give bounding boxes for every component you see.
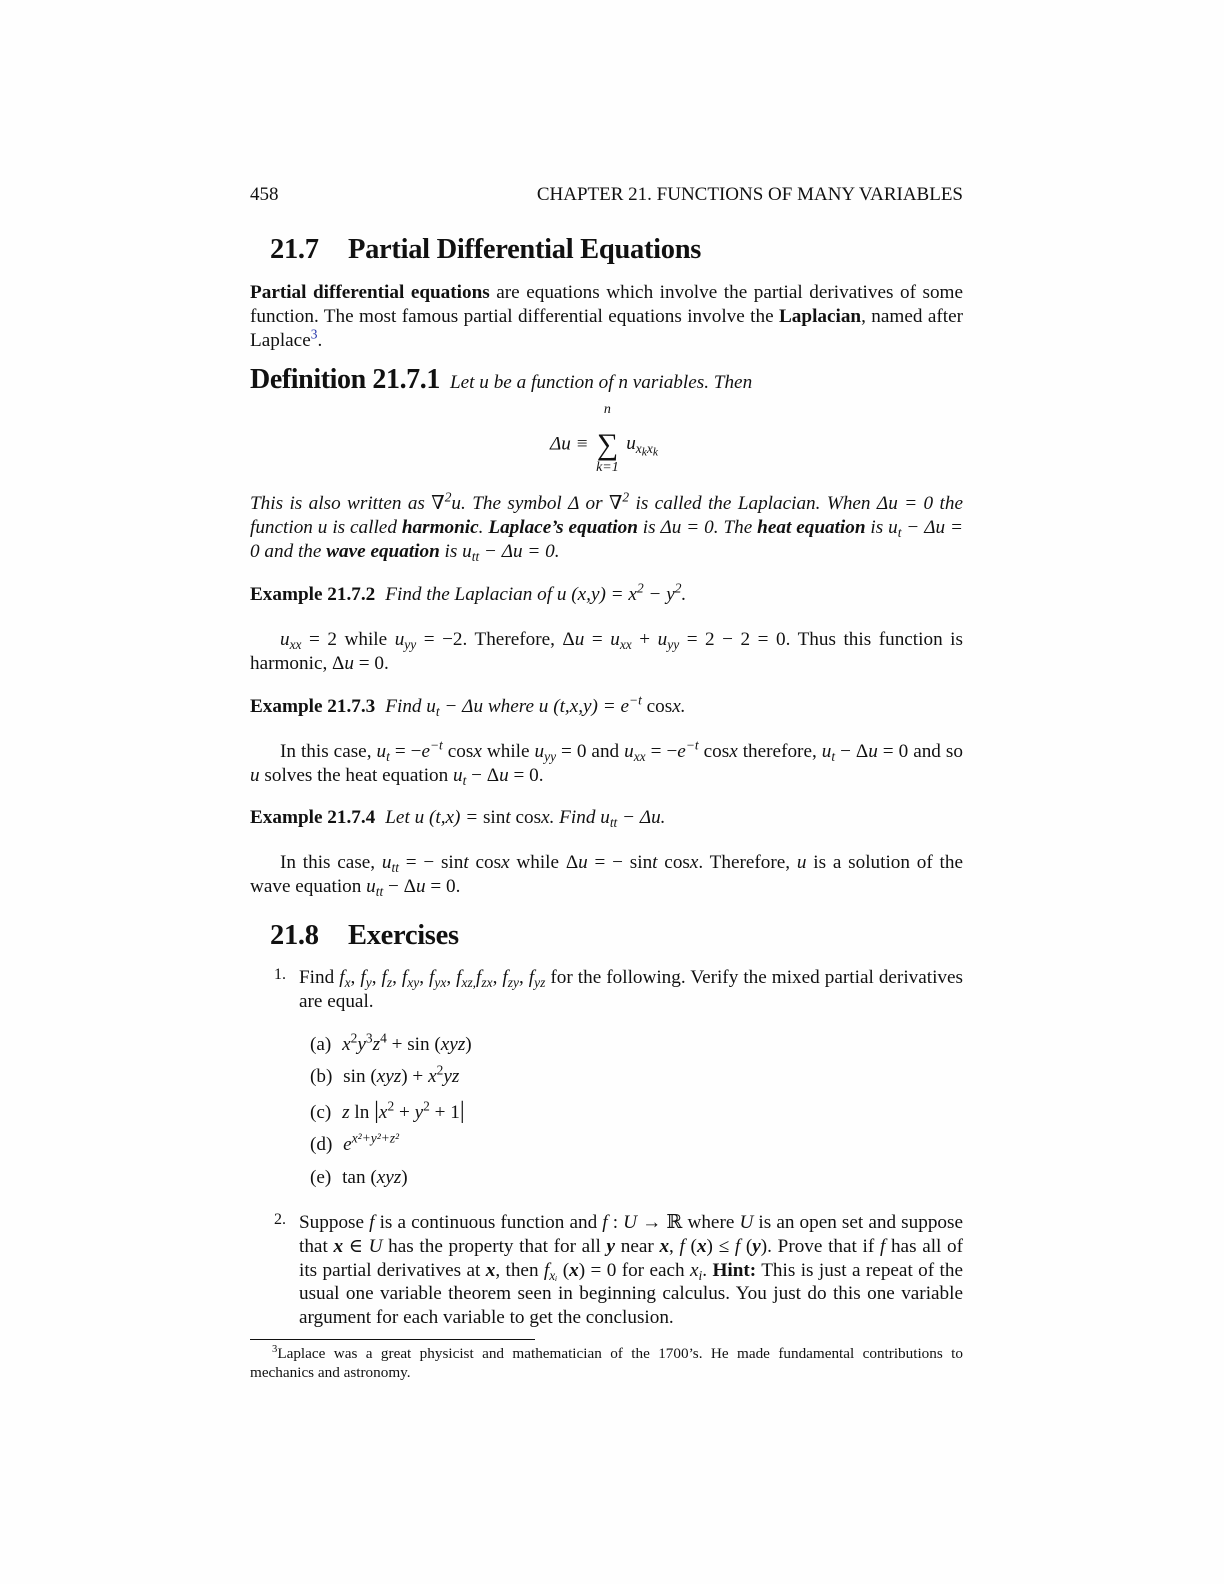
text-segment: has the property that for all xyxy=(382,1235,607,1257)
text-segment: −t xyxy=(429,737,443,753)
text-segment: k xyxy=(641,446,647,459)
example-label: Example 21.7.4 xyxy=(250,807,376,828)
text-segment: t xyxy=(386,749,390,765)
text-segment: . Therefore, xyxy=(698,852,797,873)
text-segment: x xyxy=(485,1259,496,1281)
text-segment: tt xyxy=(609,815,618,831)
exercise-part xyxy=(310,1098,465,1125)
text-segment: = 0 and so xyxy=(877,741,963,762)
text-segment: = − sin xyxy=(398,852,464,873)
text-segment: f xyxy=(528,967,535,988)
text-segment: x xyxy=(344,975,351,991)
footnote xyxy=(250,1344,963,1382)
text-segment: xy xyxy=(407,975,420,991)
part-label: (c) xyxy=(310,1102,332,1123)
text-segment: : xyxy=(607,1212,624,1233)
text-segment: cos xyxy=(515,807,542,828)
text-segment: u xyxy=(796,852,807,873)
text-segment: Find xyxy=(299,967,340,988)
text-segment: x. Find u xyxy=(541,807,610,828)
text-segment: sin ( xyxy=(343,1066,377,1087)
text-segment: x xyxy=(689,852,699,873)
section-heading-21-8 xyxy=(270,920,459,952)
text-segment: 2 xyxy=(387,1098,395,1114)
text-segment: f xyxy=(679,1235,685,1257)
text-segment: f xyxy=(360,967,366,988)
text-segment: is an open set and suppose that xyxy=(299,1212,963,1257)
text-segment: , xyxy=(419,967,430,988)
footnote-rule xyxy=(250,1339,535,1340)
text-segment: u xyxy=(657,629,668,650)
equation-lhs: Δu ≡ xyxy=(550,433,589,455)
text-segment: − Δu = 0. xyxy=(479,540,560,562)
text-segment: This is just a repeat of the usual one variable theorem seen in beginning calculus. You just do this one variable argument for each variable to get the conclusion. xyxy=(299,1259,963,1329)
example-21-7-3 xyxy=(250,692,963,720)
section-title: Exercises xyxy=(348,920,459,951)
text-segment: In this case, xyxy=(280,852,382,873)
text-segment: tt xyxy=(375,883,384,899)
text-segment: −t xyxy=(629,692,642,708)
text-segment: u xyxy=(821,741,832,762)
text-segment: U xyxy=(623,1212,638,1233)
text-segment: | xyxy=(459,1098,465,1124)
text-segment: x xyxy=(696,1235,707,1257)
text-segment: In this case, xyxy=(280,741,377,762)
text-segment: − Δ xyxy=(383,875,416,897)
text-segment: , xyxy=(371,967,382,988)
text-segment: f xyxy=(502,967,508,988)
text-segment: near xyxy=(615,1235,660,1257)
sum-upper-limit: n xyxy=(603,402,611,417)
text-segment: ) xyxy=(401,1167,408,1188)
text-segment: = 0. xyxy=(425,875,461,897)
text-segment: . xyxy=(478,516,489,538)
text-segment: is u xyxy=(439,540,472,562)
text-segment: f xyxy=(476,967,482,988)
text-segment: wave equation xyxy=(326,540,440,562)
text-segment: y xyxy=(357,1034,366,1055)
text-segment: e xyxy=(343,1134,352,1155)
text-segment: = 2 − 2 = 0. Thus this function is harmonic, Δ xyxy=(250,629,963,674)
text-segment: = − xyxy=(645,741,678,762)
part-expression xyxy=(342,1030,472,1055)
text-segment: tan ( xyxy=(342,1167,377,1188)
text-segment: f xyxy=(543,1259,550,1281)
text-segment: has all of its partial derivatives at xyxy=(299,1235,964,1281)
text-segment: . xyxy=(702,1259,713,1281)
text-segment: u xyxy=(344,652,354,674)
text-segment: x xyxy=(646,441,653,457)
text-segment: therefore, xyxy=(737,741,822,762)
text-segment: , xyxy=(392,967,402,988)
text-segment: tt xyxy=(471,548,480,564)
text-segment: is a solution of the wave equation xyxy=(250,852,963,897)
exercise-number: 2. xyxy=(274,1211,286,1228)
text-segment: − Δu where u (t,x,y) = e xyxy=(439,696,629,717)
text-segment: −t xyxy=(685,737,699,753)
part-expression xyxy=(343,1062,460,1087)
text-segment: yz xyxy=(534,975,546,991)
text-segment: ( xyxy=(740,1235,753,1257)
text-segment: z xyxy=(342,1102,350,1123)
text-segment: xx xyxy=(633,749,646,765)
text-segment: tt xyxy=(391,860,399,876)
text-segment: t xyxy=(652,852,658,873)
text-segment: , xyxy=(350,967,361,988)
exercise-part xyxy=(310,1062,460,1088)
text-segment: = −2. Therefore, Δ xyxy=(416,629,575,650)
text-segment: x xyxy=(659,1235,670,1257)
text-segment: , named after Laplace xyxy=(250,305,963,351)
text-segment: U xyxy=(368,1235,383,1257)
sigma-glyph: ∑ xyxy=(596,428,619,461)
text-segment: x xyxy=(473,741,482,762)
text-segment: , xyxy=(492,967,503,988)
example-21-7-2 xyxy=(250,580,963,607)
text-segment: + xyxy=(394,1102,415,1123)
definition-body xyxy=(250,489,963,564)
running-header xyxy=(250,184,963,206)
text-segment: cos xyxy=(657,852,690,873)
text-segment: for the following. Verify the mixed partial derivatives are equal. xyxy=(299,967,964,1012)
text-segment: , xyxy=(446,967,457,988)
exercise-part xyxy=(310,1030,472,1056)
definition-label: Definition 21.7.1 xyxy=(250,364,440,395)
footnote-marker: 3 xyxy=(272,1344,278,1356)
example-solution xyxy=(250,628,963,676)
text-segment: f xyxy=(456,967,462,988)
section-number: 21.7 xyxy=(270,234,319,265)
text-segment: 2 xyxy=(622,489,630,505)
text-segment: x. xyxy=(672,696,686,717)
text-segment: − y xyxy=(643,584,675,605)
text-segment: ( xyxy=(684,1235,697,1257)
part-label: (e) xyxy=(310,1167,332,1188)
text-segment: yy xyxy=(667,637,680,653)
text-segment: = 2 while xyxy=(301,629,395,650)
exercise-2-text xyxy=(299,1211,963,1330)
text-segment: u xyxy=(624,741,634,762)
exercise-number: 1. xyxy=(274,966,286,983)
text-segment: u xyxy=(534,741,545,762)
text-segment: y xyxy=(752,1235,761,1257)
text-segment: Partial differential equations xyxy=(250,282,490,303)
text-segment: = 0 and xyxy=(556,741,625,762)
text-segment: Hint: xyxy=(712,1259,757,1281)
text-segment: 4 xyxy=(380,1030,387,1046)
text-segment: ) ≤ xyxy=(706,1235,735,1257)
sum-lower-limit: k=1 xyxy=(596,460,619,475)
text-segment: Find u xyxy=(385,696,436,717)
text-segment: x xyxy=(501,852,510,873)
text-segment: f xyxy=(429,967,435,988)
text-segment: xz, xyxy=(461,975,477,991)
section-title: Partial Differential Equations xyxy=(348,234,702,265)
text-segment: cos xyxy=(698,741,730,762)
text-segment: y xyxy=(365,975,372,991)
text-segment: | xyxy=(374,1098,379,1124)
text-segment: solves the heat equation xyxy=(259,764,454,786)
text-segment: f xyxy=(879,1235,886,1257)
text-segment: u xyxy=(868,741,878,762)
part-expression xyxy=(343,1130,400,1155)
text-segment: f xyxy=(401,967,408,988)
text-segment: xyz xyxy=(440,1034,466,1055)
example-solution xyxy=(250,851,963,899)
text-segment: − Δu. xyxy=(617,807,666,828)
example-solution xyxy=(250,737,963,788)
text-segment: U xyxy=(739,1212,754,1233)
text-segment: f xyxy=(381,967,387,988)
text-segment: is u xyxy=(865,516,898,538)
text-segment: cos xyxy=(646,696,673,717)
page-number: 458 xyxy=(250,184,279,205)
text-segment: cos xyxy=(468,852,502,873)
exercise-part xyxy=(310,1167,408,1189)
text-segment: y xyxy=(606,1235,616,1257)
text-segment: t xyxy=(831,749,836,765)
exercise-1-text xyxy=(299,966,963,1014)
definition-lead: Let u be a function of n variables. Then xyxy=(449,372,753,393)
text-segment: t xyxy=(897,524,902,540)
text-segment: x xyxy=(569,1259,579,1281)
part-label: (d) xyxy=(310,1134,333,1155)
text-segment: x xyxy=(342,1034,351,1055)
text-segment: Find the Laplacian of u (x,y) = x xyxy=(385,584,637,605)
text-segment: k xyxy=(652,446,658,459)
part-label: (b) xyxy=(310,1066,333,1087)
text-segment: 2 xyxy=(436,1062,444,1078)
text-segment: Let u (t,x) = xyxy=(385,807,483,828)
text-segment: t xyxy=(505,807,516,828)
text-segment: xyz xyxy=(376,1167,402,1188)
text-segment: ) xyxy=(465,1034,472,1055)
text-segment: zx xyxy=(481,975,493,991)
text-segment: x xyxy=(378,1102,388,1123)
text-segment: Laplace’s equation xyxy=(488,516,638,538)
text-segment: f xyxy=(369,1212,375,1233)
text-segment: , then xyxy=(495,1259,544,1281)
text-segment: while Δ xyxy=(509,852,579,873)
text-segment: x xyxy=(333,1235,344,1257)
text-segment: z xyxy=(372,1034,381,1055)
text-segment: . xyxy=(317,329,323,351)
example-statement xyxy=(385,580,687,605)
text-segment: x xyxy=(690,1259,699,1281)
text-segment: is a continuous function and xyxy=(374,1212,603,1233)
text-segment: u xyxy=(280,629,290,650)
text-segment: e xyxy=(677,741,686,762)
text-segment: x xyxy=(635,441,642,457)
text-segment: 2 xyxy=(423,1098,430,1114)
text-segment: u xyxy=(578,852,588,873)
text-segment: x xyxy=(729,741,738,762)
text-segment: is called the Laplacian. When Δu = 0 the function u is called xyxy=(250,493,963,538)
text-segment: sin xyxy=(482,807,506,828)
text-segment: u. The symbol Δ or ∇ xyxy=(451,493,623,514)
text-segment: z xyxy=(386,975,393,991)
text-segment: + xyxy=(631,629,658,650)
text-segment: cos xyxy=(442,741,474,762)
text-segment: 2 xyxy=(350,1030,358,1046)
text-segment: − Δ xyxy=(835,741,869,762)
example-label: Example 21.7.3 xyxy=(250,696,376,717)
definition-21-7-1 xyxy=(250,364,963,396)
text-segment: ln xyxy=(349,1102,375,1123)
example-label: Example 21.7.2 xyxy=(250,584,376,605)
text-segment: u xyxy=(610,629,620,650)
text-segment: ). Prove that if xyxy=(760,1235,880,1257)
text-segment: u xyxy=(499,764,509,786)
text-segment: harmonic xyxy=(401,516,479,538)
text-segment: is Δu = 0. The xyxy=(637,516,758,538)
example-21-7-4 xyxy=(250,806,963,830)
section-number: 21.8 xyxy=(270,920,319,951)
text-segment: u xyxy=(250,764,260,786)
text-segment: i xyxy=(698,1267,703,1283)
text-segment: ) = 0 for each xyxy=(578,1259,690,1281)
text-segment: ( xyxy=(557,1259,570,1281)
text-segment: − Δu = 0 and the xyxy=(250,516,963,562)
text-segment: + sin ( xyxy=(386,1034,441,1055)
text-segment: f xyxy=(602,1212,608,1233)
text-segment: f xyxy=(734,1235,741,1257)
text-segment: t xyxy=(462,772,467,788)
text-segment: − Δ xyxy=(466,764,500,786)
text-segment: x²+y²+z² xyxy=(351,1130,400,1146)
text-segment: yy xyxy=(544,749,557,765)
text-segment: → ℝ where xyxy=(637,1212,740,1233)
text-segment: yz xyxy=(443,1066,460,1087)
text-segment: yy xyxy=(404,637,417,653)
text-segment: u xyxy=(394,629,405,650)
text-segment: Laplacian xyxy=(779,305,862,327)
footnote-text: Laplace was a great physicist and mathematician of the 1700’s. He made fundamental contributions to mechanics and astronomy. xyxy=(250,1345,963,1381)
text-segment: xyz xyxy=(376,1066,402,1087)
text-segment: u xyxy=(574,629,585,650)
text-segment: u xyxy=(626,433,636,455)
text-segment: x xyxy=(428,1066,437,1087)
text-segment: = 0. xyxy=(354,652,389,674)
footnote-reference-link[interactable]: 3 xyxy=(310,326,318,342)
text-segment: u xyxy=(376,741,387,762)
text-segment: zy xyxy=(507,975,519,991)
text-segment: , xyxy=(669,1235,680,1257)
text-segment: This is also written as ∇ xyxy=(250,493,445,514)
text-segment: y xyxy=(414,1102,424,1123)
intro-paragraph xyxy=(250,281,963,352)
text-segment: 2 xyxy=(636,580,644,596)
text-segment: xx xyxy=(289,637,302,653)
example-statement xyxy=(385,807,666,831)
text-segment: xᵢ xyxy=(549,1267,558,1283)
section-heading-21-7 xyxy=(270,234,701,266)
exercise-part xyxy=(310,1130,400,1156)
part-expression xyxy=(342,1098,465,1124)
text-segment: u xyxy=(453,764,463,786)
text-segment: xx xyxy=(619,637,632,653)
text-segment: ) + xyxy=(401,1066,429,1087)
text-segment: e xyxy=(421,741,430,762)
text-segment: = xyxy=(584,629,611,650)
text-segment: heat equation xyxy=(757,516,866,538)
laplacian-equation xyxy=(550,402,658,475)
text-segment: while xyxy=(481,741,535,762)
text-segment: Suppose xyxy=(299,1212,370,1233)
text-segment: are equations which involve the partial derivatives of some function. The most famous partial differential equations involve the xyxy=(250,282,963,327)
equation-term xyxy=(626,433,658,459)
example-statement xyxy=(385,692,686,720)
text-segment: . xyxy=(681,584,687,605)
text-segment: 2 xyxy=(444,489,452,505)
text-segment: = 0. xyxy=(508,764,544,786)
text-segment: 3 xyxy=(365,1030,373,1046)
text-segment: t xyxy=(463,852,469,873)
text-segment: = − xyxy=(389,741,422,762)
text-segment: 2 xyxy=(674,580,682,596)
text-segment: u xyxy=(415,875,426,897)
text-segment: yx xyxy=(434,975,447,991)
chapter-title: CHAPTER 21. FUNCTIONS OF MANY VARIABLES xyxy=(536,184,963,205)
text-segment: ∈ xyxy=(343,1235,369,1257)
part-expression xyxy=(342,1167,408,1188)
summation-symbol xyxy=(593,402,621,475)
text-segment: + 1 xyxy=(429,1102,460,1123)
text-segment: f xyxy=(339,967,345,988)
text-segment: t xyxy=(435,704,440,720)
text-segment: u xyxy=(381,852,392,873)
part-label: (a) xyxy=(310,1034,332,1055)
text-segment: = − sin xyxy=(587,852,653,873)
text-segment: u xyxy=(366,875,376,897)
text-segment: , xyxy=(518,967,529,988)
